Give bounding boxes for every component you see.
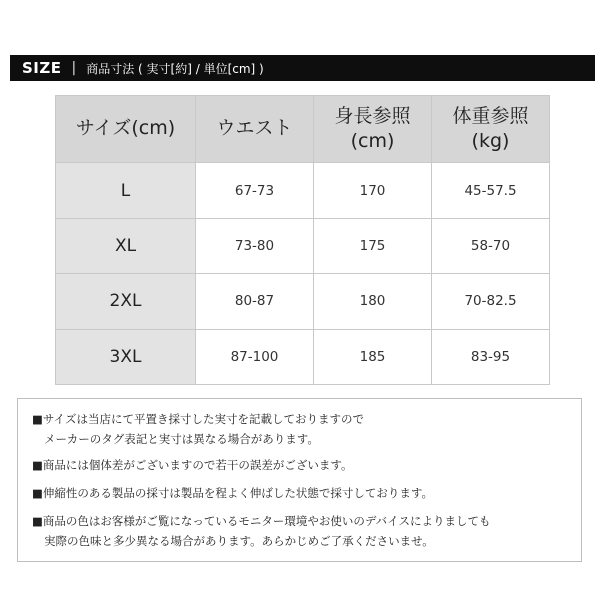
- size-subtitle: 商品寸法 ( 実寸[約] / 単位[cm] ): [86, 61, 264, 76]
- table-header-row: [56, 96, 550, 163]
- notes-box: [17, 398, 582, 562]
- table-row: [56, 274, 550, 329]
- size-cell: 3XL: [56, 329, 196, 384]
- table-row: [56, 218, 550, 273]
- weight-cell: 83-95: [432, 329, 550, 384]
- note-stretch: ■伸縮性のある製品の採寸は製品を程よく伸ばした状態で採寸しております。: [32, 486, 433, 500]
- weight-cell: 70-82.5: [432, 274, 550, 329]
- size-header-bar: [10, 55, 595, 81]
- waist-cell: 87-100: [196, 329, 314, 384]
- header-separator: |: [71, 60, 77, 76]
- waist-cell: 73-80: [196, 218, 314, 273]
- size-cell: XL: [56, 218, 196, 273]
- waist-cell: 80-87: [196, 274, 314, 329]
- header-waist: ウエスト: [196, 96, 314, 163]
- note-color: ■商品の色はお客様がご覧になっているモニター環境やお使いのデバイスによりましても 実際の色味と多少異なる場合があります。あらかじめご了承くださいませ。: [32, 514, 491, 548]
- header-height: 身長参照 (cm): [314, 96, 432, 163]
- size-table: [55, 95, 550, 385]
- waist-cell: 67-73: [196, 163, 314, 218]
- weight-cell: 45-57.5: [432, 163, 550, 218]
- table-row: [56, 329, 550, 384]
- height-cell: 170: [314, 163, 432, 218]
- height-cell: 180: [314, 274, 432, 329]
- size-cell: 2XL: [56, 274, 196, 329]
- size-cell: L: [56, 163, 196, 218]
- note-measurement: ■サイズは当店にて平置き採寸した実寸を記載しておりますので メーカーのタグ表記と実寸は異なる場合があります。: [32, 412, 364, 446]
- table-row: [56, 163, 550, 218]
- header-weight: 体重参照 (kg): [432, 96, 550, 163]
- height-cell: 185: [314, 329, 432, 384]
- height-cell: 175: [314, 218, 432, 273]
- size-title: SIZE: [22, 59, 62, 77]
- weight-cell: 58-70: [432, 218, 550, 273]
- note-variance: ■商品には個体差がございますので若干の誤差がございます。: [32, 458, 353, 472]
- header-size: サイズ(cm): [56, 96, 196, 163]
